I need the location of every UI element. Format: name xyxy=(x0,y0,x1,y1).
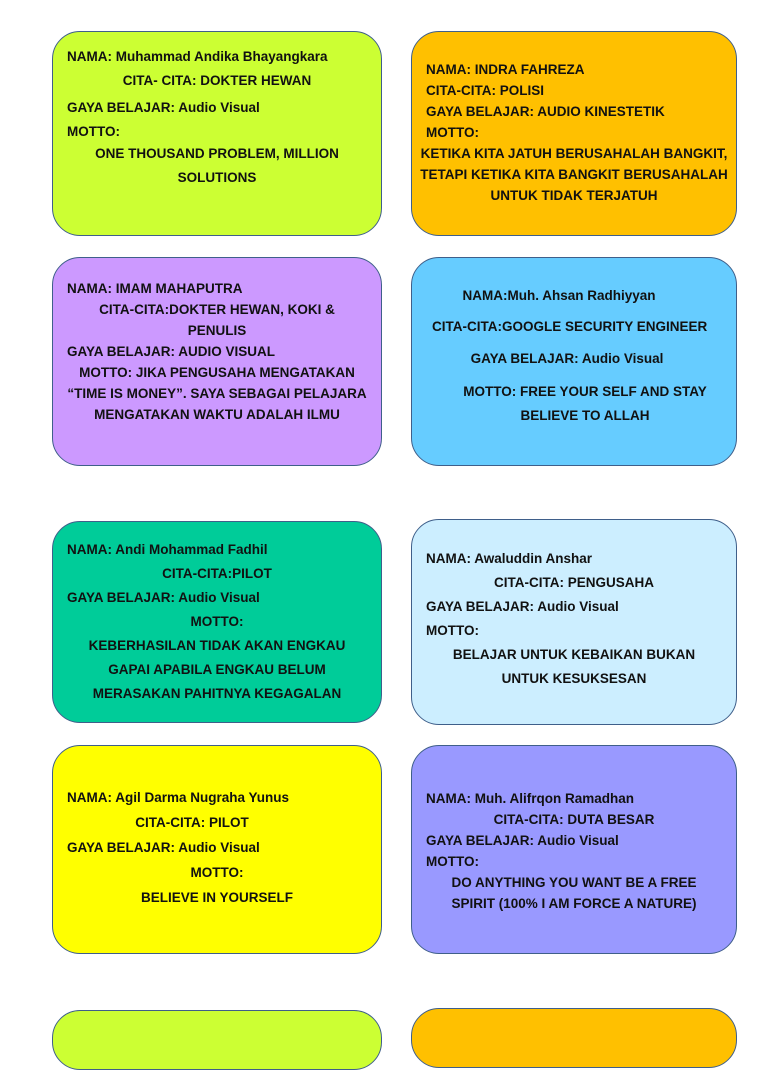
card-gaya-belajar: GAYA BELAJAR: AUDIO KINESTETIK xyxy=(426,104,665,119)
card-cita-cita: CITA-CITA:DOKTER HEWAN, KOKI & PENULIS xyxy=(99,302,335,338)
card-name: NAMA: Agil Darma Nugraha Yunus xyxy=(67,790,290,805)
card-motto: MOTTO: FREE YOUR SELF AND STAY BELIEVE TO ALLAH xyxy=(463,384,707,423)
card-motto-text: BELIEVE IN YOURSELF xyxy=(140,890,294,905)
student-card-partial-left xyxy=(52,1010,382,1070)
card-motto-text: DO ANYTHING YOU WANT BE A FREE SPIRIT (100% I AM FORCE A NATURE) xyxy=(451,875,697,911)
card-motto-label: MOTTO: xyxy=(190,614,244,629)
card-motto-text: BELAJAR UNTUK KEBAIKAN BUKAN UNTUK KESUKSESAN xyxy=(452,647,696,686)
card-cita-cita: CITA-CITA: PENGUSAHA xyxy=(494,575,654,590)
student-card-2 xyxy=(411,31,737,236)
card-motto: MOTTO: JIKA PENGUSAHA MENGATAKAN “TIME IS MONEY”. SAYA SEBAGAI PELAJARA MENGATAKAN WAKTU ADALAH ILMU xyxy=(67,365,367,422)
card-gaya-belajar: GAYA BELAJAR: AUDIO VISUAL xyxy=(67,344,276,359)
card-motto-text: ONE THOUSAND PROBLEM, MILLION SOLUTIONS xyxy=(95,146,339,185)
card-gaya-belajar: GAYA BELAJAR: Audio Visual xyxy=(426,833,619,848)
student-card-7 xyxy=(52,745,382,954)
card-name: NAMA: Andi Mohammad Fadhil xyxy=(67,542,268,557)
card-gaya-belajar: GAYA BELAJAR: Audio Visual xyxy=(67,840,260,855)
card-cita-cita: CITA-CITA: PILOT xyxy=(135,815,249,830)
student-card-1 xyxy=(52,31,382,236)
student-card-6 xyxy=(411,519,737,725)
card-motto-label: MOTTO: xyxy=(67,124,120,139)
student-card-4 xyxy=(411,257,737,466)
card-name: NAMA: INDRA FAHREZA xyxy=(426,62,585,77)
card-motto-label: MOTTO: xyxy=(426,854,479,869)
card-gaya-belajar: GAYA BELAJAR: Audio Visual xyxy=(426,599,619,614)
student-card-5 xyxy=(52,521,382,723)
card-motto-label: MOTTO: xyxy=(426,125,479,140)
card-cita-cita: CITA-CITA:PILOT xyxy=(162,566,272,581)
student-card-3 xyxy=(52,257,382,466)
student-card-partial-right xyxy=(411,1008,737,1068)
card-cita-cita: CITA- CITA: DOKTER HEWAN xyxy=(122,73,312,88)
card-cita-cita: CITA-CITA:GOOGLE SECURITY ENGINEER xyxy=(432,319,708,334)
card-motto-text: KEBERHASILAN TIDAK AKAN ENGKAU GAPAI APABILA ENGKAU BELUM MERASAKAN PAHITNYA KEGAGALAN xyxy=(88,638,346,701)
card-cita-cita: CITA-CITA: POLISI xyxy=(426,83,544,98)
card-gaya-belajar: GAYA BELAJAR: Audio Visual xyxy=(470,351,664,366)
card-name: NAMA: Muhammad Andika Bhayangkara xyxy=(67,49,328,64)
student-card-8 xyxy=(411,745,737,954)
card-gaya-belajar: GAYA BELAJAR: Audio Visual xyxy=(67,100,260,115)
card-name: NAMA: Muh. Alifrqon Ramadhan xyxy=(426,791,634,806)
card-motto-label: MOTTO: xyxy=(190,865,244,880)
card-cita-cita: CITA-CITA: DUTA BESAR xyxy=(493,812,655,827)
card-gaya-belajar: GAYA BELAJAR: Audio Visual xyxy=(67,590,260,605)
card-motto-text: KETIKA KITA JATUH BERUSAHALAH BANGKIT, TETAPI KETIKA KITA BANGKIT BERUSAHALAH UNTUK TIDAK TERJATUH xyxy=(420,146,728,203)
card-motto-label: MOTTO: xyxy=(426,623,479,638)
card-name: NAMA: Awaluddin Anshar xyxy=(426,551,593,566)
card-name: NAMA:Muh. Ahsan Radhiyyan xyxy=(462,288,656,303)
card-name: NAMA: IMAM MAHAPUTRA xyxy=(67,281,243,296)
